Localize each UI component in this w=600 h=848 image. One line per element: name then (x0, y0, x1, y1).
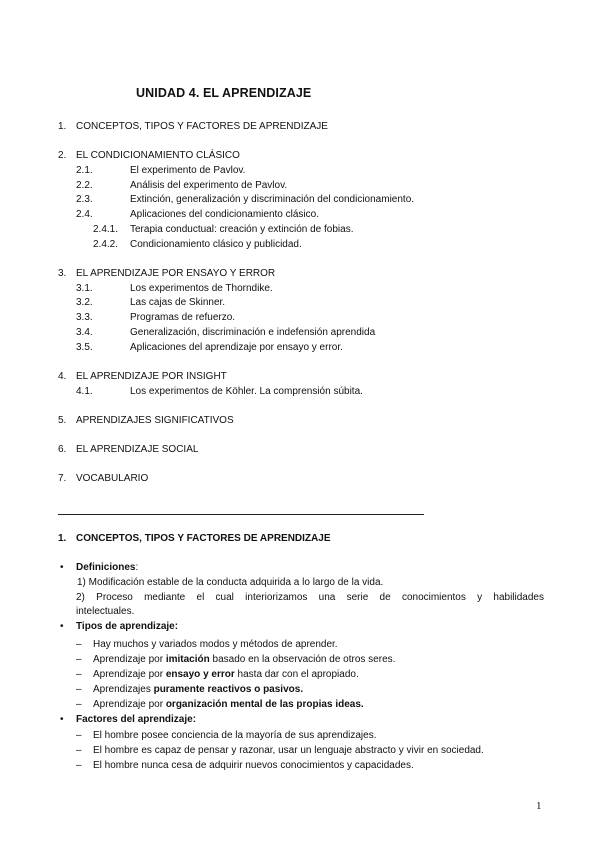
toc-3-4-title: Generalización, discriminación e indefensión aprendida (130, 327, 376, 338)
toc-4-number: 4. (58, 371, 67, 382)
toc-5-title: APRENDIZAJES SIGNIFICATIVOS (76, 415, 234, 426)
toc-3-title: EL APRENDIZAJE POR ENSAYO Y ERROR (76, 268, 276, 279)
toc-2-2-number: 2.2. (76, 180, 93, 191)
toc-4-1-number: 4.1. (76, 386, 93, 397)
toc-3-4-number: 3.4. (76, 327, 93, 338)
tipo-item-4 (93, 684, 303, 695)
dash-icon: – (76, 684, 82, 695)
tipo-item-2-post: basado en la observación de otros seres. (209, 654, 396, 665)
toc-3-number: 3. (58, 268, 67, 279)
tipo-item-4-bold: puramente reactivos o pasivos. (153, 684, 304, 695)
factor-item-1: El hombre posee conciencia de la mayoría de sus aprendizajes. (93, 730, 377, 741)
tipo-item-5 (93, 699, 364, 710)
definiciones-heading (76, 562, 138, 573)
tipo-item-5-pre: Aprendizaje por (93, 699, 166, 710)
dash-icon: – (76, 745, 82, 756)
dash-icon: – (76, 654, 82, 665)
definiciones-colon: : (135, 562, 139, 573)
tipo-item-3 (93, 669, 359, 680)
factores-heading: Factores del aprendizaje: (76, 714, 197, 725)
toc-3-2-number: 3.2. (76, 297, 93, 308)
dash-icon: – (76, 699, 82, 710)
factor-item-3: El hombre nunca cesa de adquirir nuevos conocimientos y capacidades. (93, 760, 414, 771)
factor-item-2: El hombre es capaz de pensar y razonar, usar un lenguaje abstracto y vivir en sociedad. (93, 745, 484, 756)
toc-3-3-title: Programas de refuerzo. (130, 312, 236, 323)
toc-4-1-title: Los experimentos de Köhler. La comprensión súbita. (130, 386, 363, 397)
tipo-item-1-text: Hay muchos y variados modos y métodos de aprender. (93, 639, 338, 650)
toc-1-number: 1. (58, 121, 67, 132)
toc-2-3-number: 2.3. (76, 194, 93, 205)
toc-2-3-title: Extinción, generalización y discriminación del condicionamiento. (130, 194, 415, 205)
tipo-item-1 (93, 639, 338, 650)
bullet-icon: • (60, 621, 64, 632)
tipo-item-5-bold: organización mental de las propias ideas. (165, 699, 364, 710)
page-title: UNIDAD 4. EL APRENDIZAJE (136, 86, 312, 100)
toc-2-number: 2. (58, 150, 67, 161)
toc-2-4-2-title: Condicionamiento clásico y publicidad. (130, 239, 302, 250)
toc-6-number: 6. (58, 444, 67, 455)
toc-2-4-1-title: Terapia conductual: creación y extinción de fobias. (130, 224, 354, 235)
tipos-heading: Tipos de aprendizaje: (76, 621, 179, 632)
tipo-item-4-pre: Aprendizajes (93, 684, 154, 695)
toc-7-number: 7. (58, 473, 67, 484)
tipo-item-3-post: hasta dar con el apropiado. (234, 669, 359, 680)
definiciones-label: Definiciones (76, 562, 136, 573)
toc-3-1-title: Los experimentos de Thorndike. (130, 283, 273, 294)
toc-2-4-title: Aplicaciones del condicionamiento clásico. (130, 209, 319, 220)
toc-1-title: CONCEPTOS, TIPOS Y FACTORES DE APRENDIZAJE (76, 121, 328, 132)
toc-3-2-title: Las cajas de Skinner. (130, 297, 226, 308)
page-number: 1 (536, 800, 542, 812)
toc-2-4-2-number: 2.4.2. (93, 239, 119, 250)
definicion-2: 2) Proceso mediante el cual interiorizamos una serie de conocimientos y habilidades (76, 592, 544, 603)
toc-2-title: EL CONDICIONAMIENTO CLÁSICO (76, 150, 240, 161)
toc-6-title: EL APRENDIZAJE SOCIAL (76, 444, 199, 455)
bullet-icon: • (60, 714, 64, 725)
section-1-heading: CONCEPTOS, TIPOS Y FACTORES DE APRENDIZAJE (76, 533, 331, 544)
dash-icon: – (76, 730, 82, 741)
toc-2-4-1-number: 2.4.1. (93, 224, 119, 235)
dash-icon: – (76, 639, 82, 650)
section-divider (58, 514, 424, 515)
toc-2-2-title: Análisis del experimento de Pavlov. (130, 180, 288, 191)
tipo-item-2-bold: imitación (165, 654, 210, 665)
dash-icon: – (76, 669, 82, 680)
tipo-item-3-bold: ensayo y error (165, 669, 235, 680)
toc-2-1-title: El experimento de Pavlov. (130, 165, 246, 176)
definicion-1: 1) Modificación estable de la conducta adquirida a lo largo de la vida. (77, 577, 384, 588)
tipo-item-2 (93, 654, 395, 665)
toc-7-title: VOCABULARIO (76, 473, 149, 484)
definicion-2-continued: intelectuales. (76, 606, 135, 617)
section-1-number: 1. (58, 533, 67, 544)
tipo-item-2-pre: Aprendizaje por (93, 654, 166, 665)
toc-3-3-number: 3.3. (76, 312, 93, 323)
bullet-icon: • (60, 562, 64, 573)
toc-2-1-number: 2.1. (76, 165, 93, 176)
toc-4-title: EL APRENDIZAJE POR INSIGHT (76, 371, 227, 382)
toc-3-1-number: 3.1. (76, 283, 93, 294)
dash-icon: – (76, 760, 82, 771)
toc-3-5-number: 3.5. (76, 342, 93, 353)
tipo-item-3-pre: Aprendizaje por (93, 669, 166, 680)
toc-2-4-number: 2.4. (76, 209, 93, 220)
toc-5-number: 5. (58, 415, 67, 426)
toc-3-5-title: Aplicaciones del aprendizaje por ensayo y error. (130, 342, 343, 353)
